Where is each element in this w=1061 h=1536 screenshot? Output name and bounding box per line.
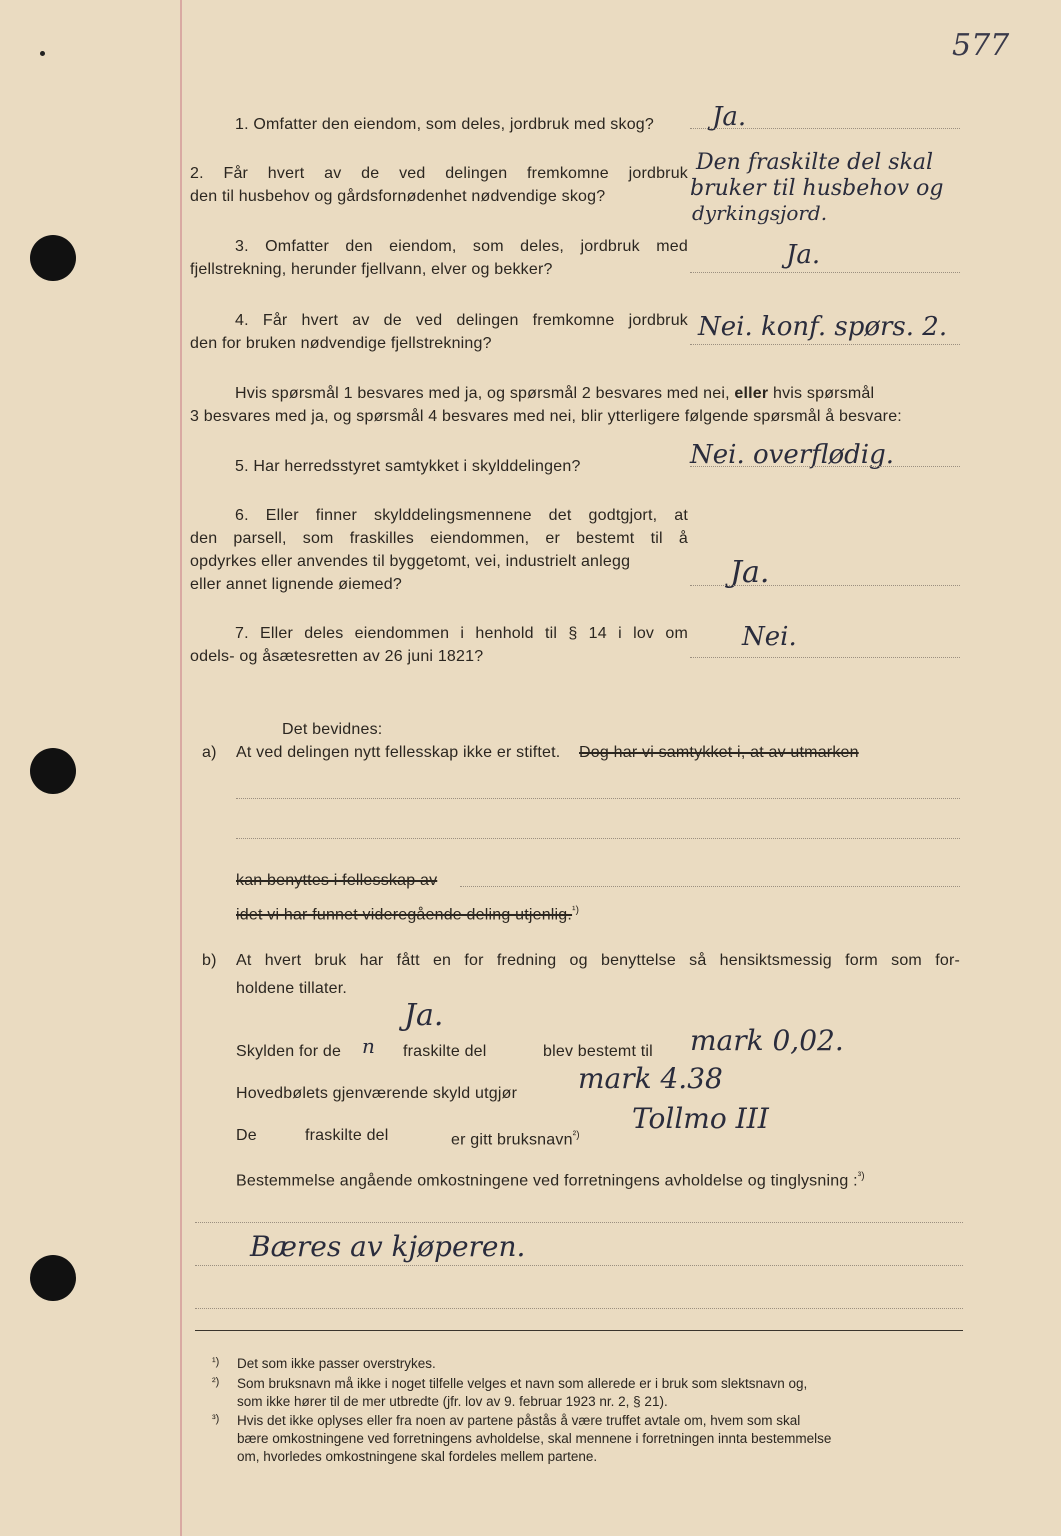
de-label-3: er gitt bruksnavn$^{^2)}$ (451, 1130, 580, 1149)
question-3-line-2: fjellstrekning, herunder fjellvann, elver og bekker? (190, 261, 553, 278)
margin-line (180, 0, 182, 1536)
hoved-value: mark 4.38 (578, 1062, 723, 1095)
page-number: 577 (952, 28, 1010, 63)
answer-2-line-1: Den fraskilte del skal (696, 150, 934, 175)
item-b-text-1: At hvert bruk har fått en for fredning og benyttelse så hensiktsmessig form som for- (236, 952, 960, 969)
skyld-handwritten-n: n (362, 1034, 375, 1058)
answer-6: Ja. (730, 555, 770, 590)
footnote-2-line-1: Som bruksnavn må ikke i noget tilfelle velges et navn som allerede er i bruk som slektsnavn og, (237, 1376, 808, 1391)
hoved-label: Hovedbølets gjenværende skyld utgjør (236, 1085, 518, 1102)
struck-line-3: idet vi har funnet videregående deling utjenlig.$^{^1)}$ (236, 905, 580, 924)
question-2-line-1: 2. Får hvert av de ved delingen fremkomne jordbruk (190, 165, 688, 182)
ink-dot (40, 51, 45, 56)
answer-line (690, 657, 960, 658)
footnote-1-text: Det som ikke passer overstrykes. (237, 1356, 436, 1371)
footnote-3-line-3: om, hvorledes omkostningene skal fordeles mellem partene. (237, 1449, 598, 1464)
skyld-label-1: Skylden for de (236, 1043, 342, 1060)
blank-line (195, 1265, 963, 1266)
question-5-line: 5. Har herredsstyret samtykket i skylddelingen? (235, 458, 581, 475)
bruksnavn-value: Tollmo III (632, 1102, 769, 1135)
skyld-label-3: blev bestemt til (543, 1043, 653, 1060)
answer-7: Nei. (742, 622, 797, 652)
answer-2-line-2: bruker til husbehov og (690, 176, 944, 201)
item-a-label: a) (202, 744, 217, 761)
answer-1: Ja. (712, 102, 747, 132)
answer-5: Nei. overflødig. (690, 440, 895, 470)
answer-2-line-3: dyrkingsjord. (692, 201, 828, 225)
question-4-line-2: den for bruken nødvendige fjellstrekning? (190, 335, 492, 352)
blank-line (195, 1222, 963, 1223)
item-b-answer: Ja. (404, 998, 444, 1033)
skyld-label-2: fraskilte del (403, 1043, 487, 1060)
footnote-2-line-2: som ikke hører til de mer utbredte (jfr. lov av 9. februar 1923 nr. 2, § 21). (237, 1394, 668, 1409)
question-7-line-1: 7. Eller deles eiendommen i henhold til § 14 i lov om (235, 625, 688, 642)
answer-line (690, 466, 960, 467)
question-6-line-3: opdyrkes eller anvendes til byggetomt, vei, industrielt anlegg (190, 553, 631, 570)
blank-line (195, 1308, 963, 1309)
footnote-2-number: ²) (212, 1376, 220, 1388)
question-6-line-4: eller annet lignende øiemed? (190, 576, 402, 593)
punch-hole (30, 1255, 76, 1301)
item-b-label: b) (202, 952, 217, 969)
answer-3: Ja. (786, 240, 821, 270)
question-6-line-2: den parsell, som fraskilles eiendommen, er bestemt til å (190, 530, 688, 547)
bevidnes-heading: Det bevidnes: (282, 721, 383, 738)
question-1-line: 1. Omfatter den eiendom, som deles, jordbruk med skog? (235, 116, 655, 133)
item-a-struck-text: Dog har vi samtykket i, at av utmarken (579, 744, 859, 761)
condition-text-line-2: 3 besvares med ja, og spørsmål 4 besvares med nei, blir ytterligere følgende spørsmål å besvare: (190, 408, 902, 425)
question-7-line-2: odels- og åsætesretten av 26 juni 1821? (190, 648, 484, 665)
answer-4: Nei. konf. spørs. 2. (698, 312, 948, 342)
blank-line (460, 886, 960, 887)
footnote-1-number: ¹) (212, 1356, 220, 1368)
de-label: De (236, 1127, 257, 1144)
item-a-text: At ved delingen nytt fellesskap ikke er stiftet. Dog har vi samtykket i, at av utmarken (236, 744, 859, 761)
blank-line (236, 838, 960, 839)
answer-line (690, 128, 960, 129)
item-b-text-2: holdene tillater. (236, 980, 348, 997)
de-label-2: fraskilte del (305, 1127, 389, 1144)
answer-line (690, 585, 960, 586)
footnote-3-line-1: Hvis det ikke oplyses eller fra noen av partene påstås å være truffet avtale om, hvem som skal (237, 1413, 801, 1428)
question-6-line-1: 6. Eller finner skylddelingsmennene det godtgjort, at (235, 507, 688, 524)
omkostning-label: Bestemmelse angående omkostningene ved forretningens avholdelse og tinglysning :$^{^3)}$ (236, 1171, 865, 1190)
condition-text-line-1: Hvis spørsmål 1 besvares med ja, og spørsmål 2 besvares med nei, eller hvis spørsmål (235, 385, 875, 402)
footnote-separator (195, 1330, 963, 1331)
question-2-line-2: den til husbehov og gårdsfornødenhet nødvendige skog? (190, 188, 606, 205)
footnote-3-number: ³) (212, 1413, 220, 1425)
question-4-line-1: 4. Får hvert av de ved delingen fremkomne jordbruk (235, 312, 688, 329)
answer-line (690, 344, 960, 345)
question-3-line-1: 3. Omfatter den eiendom, som deles, jordbruk med (235, 238, 688, 255)
punch-hole (30, 235, 76, 281)
punch-hole (30, 748, 76, 794)
omkostning-value: Bæres av kjøperen. (250, 1230, 526, 1263)
answer-line (690, 272, 960, 273)
blank-line (236, 798, 960, 799)
skyld-value: mark 0,02. (690, 1024, 844, 1057)
footnote-3-line-2: bære omkostningene ved forretningens avholdelse, skal mennene i forretningen innta bestemmelse (237, 1431, 832, 1446)
struck-line-2: kan benyttes i fellesskap av (236, 872, 438, 889)
